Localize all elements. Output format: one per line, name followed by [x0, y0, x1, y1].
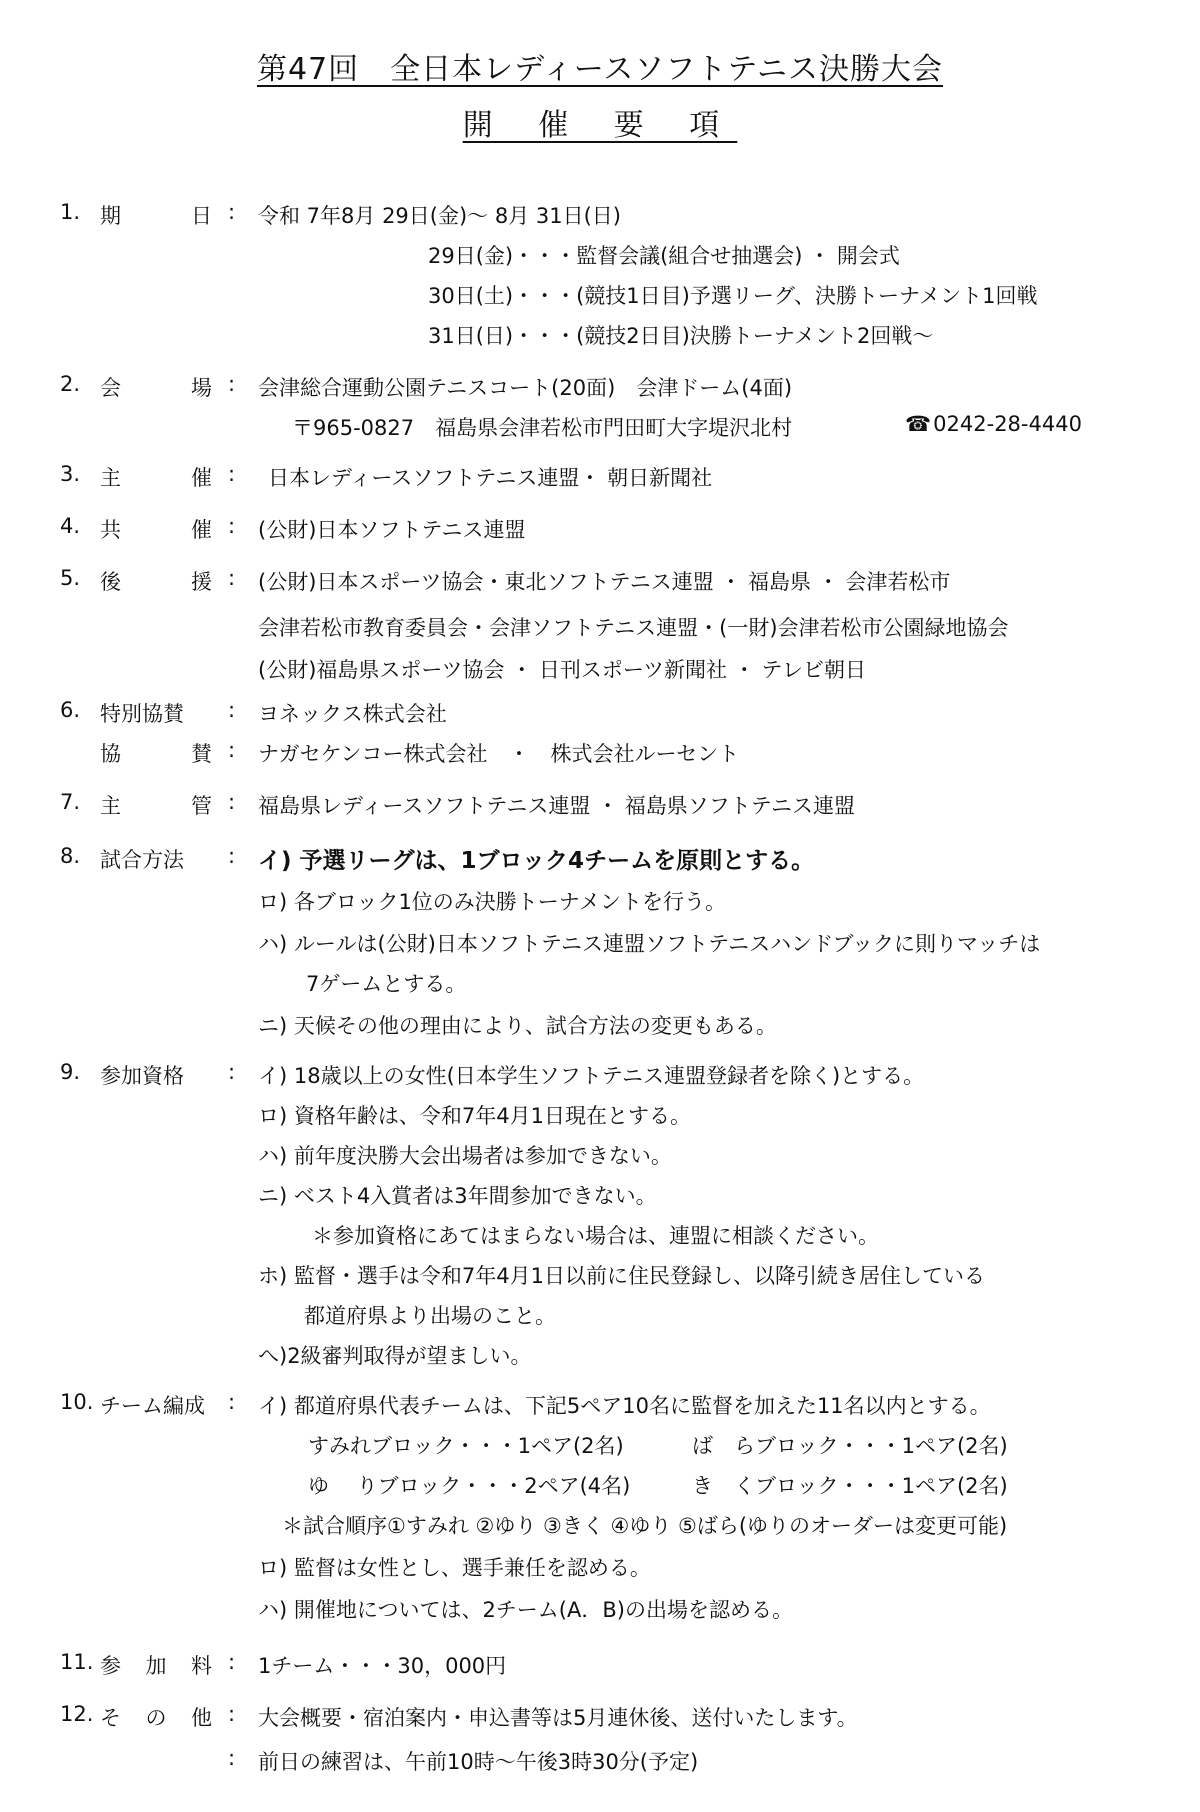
colon: :: [228, 462, 236, 486]
section-line: ハ) ルールは(公財)日本ソフトテニス連盟ソフトテニスハンドブックに則りマッチは: [258, 932, 1041, 956]
colon: :: [228, 790, 236, 814]
sub-section-label: 協 賛: [100, 742, 212, 766]
colon: :: [228, 566, 236, 590]
section-line: 令和 7年8月 29日(金)～ 8月 31日(日): [258, 204, 621, 228]
colon: :: [228, 1746, 236, 1770]
section-number: 9.: [60, 1060, 81, 1084]
telephone-icon: ☎: [905, 412, 932, 436]
block-entry: ば らブロック・・・1ペア(2名): [692, 1434, 1008, 1458]
block-entry: ゆ りブロック・・・2ペア(4名): [308, 1474, 631, 1498]
section-number: 4.: [60, 514, 81, 538]
section-label: 主 管: [100, 794, 212, 818]
section-line: ニ) ベスト4入賞者は3年間参加できない。: [258, 1184, 657, 1208]
colon: :: [228, 738, 236, 762]
section-label: 参加資格: [100, 1064, 184, 1088]
section-number: 1.: [60, 200, 81, 224]
section-number: 2.: [60, 372, 81, 396]
colon: :: [228, 372, 236, 396]
section-line: 大会概要・宿泊案内・申込書等は5月連休後、送付いたします。: [258, 1706, 858, 1730]
section-line: ＊試合順序①すみれ ②ゆり ③きく ④ゆり ⑤ばら(ゆりのオーダーは変更可能): [282, 1514, 1008, 1538]
phone-number: ☎0242-28-4440: [905, 412, 1082, 436]
section-number: 3.: [60, 462, 81, 486]
section-label: そ の 他: [100, 1706, 212, 1730]
block-entry: き くブロック・・・1ペア(2名): [692, 1474, 1008, 1498]
section-label: 会 場: [100, 376, 212, 400]
colon: :: [228, 1702, 236, 1726]
section-line: ニ) 天候その他の理由により、試合方法の変更もある。: [258, 1014, 777, 1038]
section-line: 30日(土)・・・(競技1日目)予選リーグ、決勝トーナメント1回戦: [428, 284, 1038, 308]
section-number: 12.: [60, 1702, 94, 1726]
section-line: (公財)日本ソフトテニス連盟: [258, 518, 526, 542]
section-line: (公財)福島県スポーツ協会 ・ 日刊スポーツ新聞社 ・ テレビ朝日: [258, 658, 866, 682]
section-line: 福島県レディースソフトテニス連盟 ・ 福島県ソフトテニス連盟: [258, 794, 855, 818]
section-label: 試合方法: [100, 848, 184, 872]
section-line: ナガセケンコー株式会社 ・ 株式会社ルーセント: [258, 742, 740, 766]
section-line: イ) 18歳以上の女性(日本学生ソフトテニス連盟登録者を除く)とする。: [258, 1064, 925, 1088]
section-label: チーム編成: [100, 1394, 205, 1418]
section-line: ロ) 監督は女性とし、選手兼任を認める。: [258, 1556, 651, 1580]
colon: :: [228, 698, 236, 722]
section-number: 6.: [60, 698, 81, 722]
section-line: 日本レディースソフトテニス連盟・ 朝日新聞社: [268, 466, 713, 490]
section-line: イ) 予選リーグは、1ブロック4チームを原則とする。: [258, 848, 815, 874]
section-number: 5.: [60, 566, 81, 590]
colon: :: [228, 200, 236, 224]
section-label: 特別協賛: [100, 702, 184, 726]
block-entry: すみれブロック・・・1ペア(2名): [308, 1434, 624, 1458]
section-label: 後 援: [100, 570, 212, 594]
section-line: ホ) 監督・選手は令和7年4月1日以前に住民登録し、以降引続き居住している: [258, 1264, 985, 1288]
section-line: へ)2級審判取得が望ましい。: [258, 1344, 532, 1368]
section-line: 〒965-0827 福島県会津若松市門田町大字堤沢北村: [292, 416, 793, 440]
section-line: 都道府県より出場のこと。: [304, 1304, 556, 1328]
section-line: 1チーム・・・30，000円: [258, 1654, 507, 1678]
section-number: 10.: [60, 1390, 94, 1414]
section-label: 主 催: [100, 466, 212, 490]
section-label: 期 日: [100, 204, 212, 228]
document-subtitle: 開 催 要 項: [462, 108, 738, 143]
section-line: 会津総合運動公園テニスコート(20面) 会津ドーム(4面): [258, 376, 793, 400]
section-line: ロ) 各ブロック1位のみ決勝トーナメントを行う。: [258, 890, 726, 914]
colon: :: [228, 1650, 236, 1674]
colon: :: [228, 1060, 236, 1084]
section-line: 前日の練習は、午前10時～午後3時30分(予定): [258, 1750, 699, 1774]
section-line: ＊参加資格にあてはまらない場合は、連盟に相談ください。: [312, 1224, 879, 1248]
section-line: イ) 都道府県代表チームは、下記5ペア10名に監督を加えた11名以内とする。: [258, 1394, 991, 1418]
colon: :: [228, 844, 236, 868]
section-line: 31日(日)・・・(競技2日目)決勝トーナメント2回戦～: [428, 324, 934, 348]
section-line: 29日(金)・・・監督会議(組合せ抽選会) ・ 開会式: [428, 244, 900, 268]
section-line: ハ) 開催地については、2チーム(A．B)の出場を認める。: [258, 1598, 793, 1622]
section-line: 会津若松市教育委員会・会津ソフトテニス連盟・(一財)会津若松市公園緑地協会: [258, 616, 1009, 640]
section-line: 7ゲームとする。: [306, 972, 467, 996]
section-line: ヨネックス株式会社: [258, 702, 447, 726]
section-label: 参 加 料: [100, 1654, 212, 1678]
section-line: ロ) 資格年齢は、令和7年4月1日現在とする。: [258, 1104, 691, 1128]
section-line: ハ) 前年度決勝大会出場者は参加できない。: [258, 1144, 672, 1168]
section-number: 11.: [60, 1650, 94, 1674]
section-number: 8.: [60, 844, 81, 868]
colon: :: [228, 1390, 236, 1414]
colon: :: [228, 514, 236, 538]
section-line: (公財)日本スポーツ協会・東北ソフトテニス連盟 ・ 福島県 ・ 会津若松市: [258, 570, 951, 594]
section-number: 7.: [60, 790, 81, 814]
document-title: 第47回 全日本レディースソフトテニス決勝大会: [256, 52, 944, 87]
section-label: 共 催: [100, 518, 212, 542]
